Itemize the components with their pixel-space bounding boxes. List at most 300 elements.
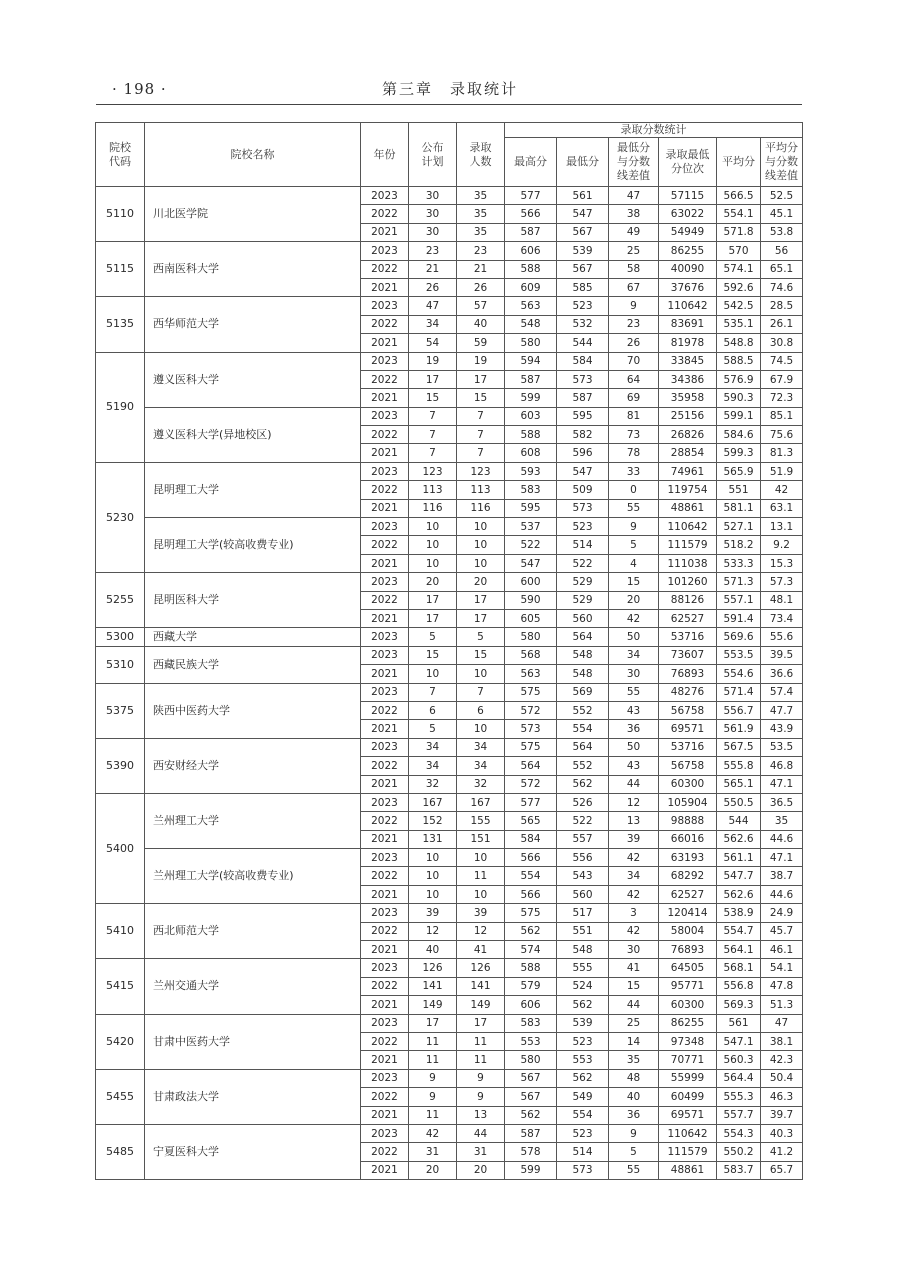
cell-min: 554 [557, 1106, 609, 1124]
cell-plan: 32 [409, 775, 457, 793]
cell-admitted: 6 [457, 701, 505, 719]
cell-avg-diff: 53.8 [761, 223, 803, 241]
school-code: 5135 [96, 297, 145, 352]
cell-min-diff: 15 [609, 977, 659, 995]
chapter-title: 第三章 录取统计 [381, 80, 518, 98]
school-name: 川北医学院 [145, 187, 361, 242]
cell-min-rank: 26826 [659, 426, 717, 444]
header-plan: 公布计划 [409, 123, 457, 187]
table-row [96, 297, 803, 315]
header-code: 院校代码 [96, 123, 145, 187]
cell-min: 567 [557, 223, 609, 241]
table-row [96, 646, 803, 664]
cell-avg: 584.6 [717, 426, 761, 444]
cell-min-diff: 42 [609, 885, 659, 903]
school-name: 遵义医科大学 [145, 352, 361, 407]
school-code: 5110 [96, 187, 145, 242]
cell-max: 580 [505, 334, 557, 352]
cell-min-diff: 67 [609, 278, 659, 296]
school-name: 宁夏医科大学 [145, 1124, 361, 1179]
cell-plan: 26 [409, 278, 457, 296]
school-name: 陕西中医药大学 [145, 683, 361, 738]
cell-max: 563 [505, 665, 557, 683]
cell-year: 2021 [361, 444, 409, 462]
cell-min-rank: 73607 [659, 646, 717, 664]
cell-avg: 562.6 [717, 830, 761, 848]
cell-min: 523 [557, 1032, 609, 1050]
cell-min: 587 [557, 389, 609, 407]
cell-max: 609 [505, 278, 557, 296]
cell-avg: 571.8 [717, 223, 761, 241]
school-code: 5415 [96, 959, 145, 1014]
school-name: 兰州交通大学 [145, 959, 361, 1014]
cell-year: 2021 [361, 389, 409, 407]
cell-max: 577 [505, 793, 557, 811]
cell-avg-diff: 13.1 [761, 518, 803, 536]
cell-min: 595 [557, 407, 609, 425]
school-name: 兰州理工大学(较高收费专业) [145, 849, 361, 904]
cell-max: 580 [505, 628, 557, 646]
page-number: · 198 · [112, 80, 167, 98]
cell-min-diff: 15 [609, 573, 659, 591]
cell-avg: 527.1 [717, 518, 761, 536]
cell-year: 2023 [361, 352, 409, 370]
cell-admitted: 10 [457, 665, 505, 683]
cell-avg-diff: 36.5 [761, 793, 803, 811]
cell-plan: 7 [409, 444, 457, 462]
cell-admitted: 10 [457, 554, 505, 572]
cell-min-diff: 55 [609, 499, 659, 517]
cell-min-diff: 33 [609, 462, 659, 480]
cell-max: 588 [505, 260, 557, 278]
cell-min: 552 [557, 701, 609, 719]
cell-plan: 17 [409, 591, 457, 609]
cell-max: 599 [505, 1161, 557, 1179]
cell-min-diff: 44 [609, 996, 659, 1014]
cell-plan: 12 [409, 922, 457, 940]
cell-admitted: 15 [457, 646, 505, 664]
cell-max: 548 [505, 315, 557, 333]
cell-plan: 167 [409, 793, 457, 811]
cell-max: 565 [505, 812, 557, 830]
cell-min-diff: 34 [609, 867, 659, 885]
table-row [96, 407, 803, 425]
cell-year: 2022 [361, 205, 409, 223]
cell-avg-diff: 85.1 [761, 407, 803, 425]
cell-admitted: 5 [457, 628, 505, 646]
cell-min-rank: 56758 [659, 701, 717, 719]
cell-min-rank: 86255 [659, 242, 717, 260]
cell-plan: 113 [409, 481, 457, 499]
cell-plan: 10 [409, 536, 457, 554]
cell-min-rank: 86255 [659, 1014, 717, 1032]
school-name: 西华师范大学 [145, 297, 361, 352]
cell-avg: 557.7 [717, 1106, 761, 1124]
cell-min-rank: 63193 [659, 849, 717, 867]
cell-avg-diff: 65.7 [761, 1161, 803, 1179]
cell-year: 2023 [361, 187, 409, 205]
cell-year: 2023 [361, 904, 409, 922]
cell-min: 557 [557, 830, 609, 848]
cell-avg-diff: 38.1 [761, 1032, 803, 1050]
cell-min: 549 [557, 1088, 609, 1106]
cell-year: 2021 [361, 941, 409, 959]
table-row [96, 1069, 803, 1087]
school-name: 西藏民族大学 [145, 646, 361, 683]
cell-min-rank: 105904 [659, 793, 717, 811]
cell-min-diff: 50 [609, 628, 659, 646]
cell-max: 587 [505, 223, 557, 241]
cell-avg: 571.3 [717, 573, 761, 591]
cell-min-rank: 48861 [659, 499, 717, 517]
cell-min: 544 [557, 334, 609, 352]
cell-max: 578 [505, 1143, 557, 1161]
cell-avg: 538.9 [717, 904, 761, 922]
cell-avg: 518.2 [717, 536, 761, 554]
cell-avg-diff: 44.6 [761, 830, 803, 848]
cell-min: 547 [557, 462, 609, 480]
cell-admitted: 116 [457, 499, 505, 517]
cell-avg-diff: 65.1 [761, 260, 803, 278]
cell-admitted: 26 [457, 278, 505, 296]
cell-min-rank: 40090 [659, 260, 717, 278]
cell-admitted: 21 [457, 260, 505, 278]
cell-avg-diff: 47.7 [761, 701, 803, 719]
cell-min-rank: 58004 [659, 922, 717, 940]
cell-min: 523 [557, 297, 609, 315]
cell-avg: 550.2 [717, 1143, 761, 1161]
cell-plan: 10 [409, 849, 457, 867]
cell-max: 594 [505, 352, 557, 370]
cell-avg-diff: 47 [761, 1014, 803, 1032]
cell-admitted: 57 [457, 297, 505, 315]
cell-avg: 556.7 [717, 701, 761, 719]
cell-max: 583 [505, 481, 557, 499]
cell-admitted: 13 [457, 1106, 505, 1124]
cell-min: 555 [557, 959, 609, 977]
cell-year: 2023 [361, 462, 409, 480]
cell-min-diff: 49 [609, 223, 659, 241]
cell-min-rank: 63022 [659, 205, 717, 223]
cell-min: 514 [557, 536, 609, 554]
cell-max: 605 [505, 609, 557, 627]
cell-year: 2021 [361, 775, 409, 793]
cell-year: 2023 [361, 407, 409, 425]
cell-min-rank: 111579 [659, 536, 717, 554]
cell-min-rank: 60300 [659, 775, 717, 793]
cell-plan: 7 [409, 683, 457, 701]
cell-plan: 10 [409, 665, 457, 683]
cell-max: 579 [505, 977, 557, 995]
cell-min: 585 [557, 278, 609, 296]
cell-plan: 15 [409, 646, 457, 664]
cell-min: 573 [557, 1161, 609, 1179]
cell-year: 2023 [361, 1124, 409, 1142]
cell-min-diff: 5 [609, 1143, 659, 1161]
cell-max: 573 [505, 720, 557, 738]
cell-plan: 126 [409, 959, 457, 977]
cell-min: 543 [557, 867, 609, 885]
cell-plan: 30 [409, 205, 457, 223]
cell-max: 568 [505, 646, 557, 664]
cell-admitted: 20 [457, 1161, 505, 1179]
cell-min-diff: 4 [609, 554, 659, 572]
cell-year: 2023 [361, 1069, 409, 1087]
cell-plan: 30 [409, 223, 457, 241]
cell-admitted: 19 [457, 352, 505, 370]
cell-max: 567 [505, 1088, 557, 1106]
cell-plan: 7 [409, 407, 457, 425]
cell-min-diff: 55 [609, 683, 659, 701]
cell-plan: 39 [409, 904, 457, 922]
cell-min-diff: 73 [609, 426, 659, 444]
cell-min: 529 [557, 573, 609, 591]
cell-max: 587 [505, 1124, 557, 1142]
cell-min-diff: 36 [609, 720, 659, 738]
cell-min-diff: 55 [609, 1161, 659, 1179]
school-code: 5255 [96, 573, 145, 628]
cell-year: 2022 [361, 481, 409, 499]
table-row [96, 738, 803, 756]
cell-plan: 11 [409, 1051, 457, 1069]
school-name: 西安财经大学 [145, 738, 361, 793]
cell-avg-diff: 52.5 [761, 187, 803, 205]
school-code: 5410 [96, 904, 145, 959]
header-rule [96, 104, 802, 105]
school-name: 甘肃中医药大学 [145, 1014, 361, 1069]
cell-plan: 11 [409, 1032, 457, 1050]
cell-min-rank: 48276 [659, 683, 717, 701]
cell-min-rank: 81978 [659, 334, 717, 352]
cell-year: 2023 [361, 573, 409, 591]
cell-min-rank: 28854 [659, 444, 717, 462]
cell-min: 548 [557, 941, 609, 959]
cell-avg-diff: 74.6 [761, 278, 803, 296]
cell-avg: 565.1 [717, 775, 761, 793]
cell-year: 2022 [361, 370, 409, 388]
cell-avg-diff: 43.9 [761, 720, 803, 738]
cell-year: 2021 [361, 665, 409, 683]
cell-min: 556 [557, 849, 609, 867]
cell-min: 539 [557, 242, 609, 260]
cell-min-rank: 120414 [659, 904, 717, 922]
cell-year: 2022 [361, 426, 409, 444]
cell-avg-diff: 57.4 [761, 683, 803, 701]
school-code: 5115 [96, 242, 145, 297]
cell-avg: 544 [717, 812, 761, 830]
cell-max: 562 [505, 1106, 557, 1124]
cell-year: 2023 [361, 297, 409, 315]
cell-min-rank: 57115 [659, 187, 717, 205]
cell-max: 588 [505, 426, 557, 444]
cell-avg: 547.1 [717, 1032, 761, 1050]
cell-min-rank: 48861 [659, 1161, 717, 1179]
cell-avg: 550.5 [717, 793, 761, 811]
cell-avg-diff: 46.1 [761, 941, 803, 959]
cell-avg-diff: 81.3 [761, 444, 803, 462]
school-name: 昆明理工大学(较高收费专业) [145, 518, 361, 573]
cell-year: 2022 [361, 867, 409, 885]
cell-admitted: 41 [457, 941, 505, 959]
cell-avg: 547.7 [717, 867, 761, 885]
cell-avg: 554.1 [717, 205, 761, 223]
cell-avg: 564.1 [717, 941, 761, 959]
cell-min: 562 [557, 996, 609, 1014]
cell-admitted: 17 [457, 609, 505, 627]
cell-min-diff: 13 [609, 812, 659, 830]
cell-plan: 141 [409, 977, 457, 995]
cell-admitted: 7 [457, 444, 505, 462]
cell-min-diff: 38 [609, 205, 659, 223]
cell-min-rank: 95771 [659, 977, 717, 995]
cell-plan: 17 [409, 370, 457, 388]
cell-plan: 21 [409, 260, 457, 278]
cell-avg: 581.1 [717, 499, 761, 517]
cell-avg-diff: 42 [761, 481, 803, 499]
cell-year: 2021 [361, 223, 409, 241]
cell-plan: 9 [409, 1069, 457, 1087]
cell-avg-diff: 54.1 [761, 959, 803, 977]
cell-plan: 152 [409, 812, 457, 830]
cell-min: 567 [557, 260, 609, 278]
cell-admitted: 40 [457, 315, 505, 333]
cell-avg-diff: 45.7 [761, 922, 803, 940]
cell-max: 575 [505, 904, 557, 922]
cell-admitted: 149 [457, 996, 505, 1014]
cell-min: 584 [557, 352, 609, 370]
cell-admitted: 141 [457, 977, 505, 995]
school-code: 5310 [96, 646, 145, 683]
header-max: 最高分 [505, 138, 557, 187]
cell-min-diff: 30 [609, 665, 659, 683]
cell-year: 2022 [361, 701, 409, 719]
cell-avg: 561.9 [717, 720, 761, 738]
cell-min: 553 [557, 1051, 609, 1069]
cell-min: 524 [557, 977, 609, 995]
cell-admitted: 10 [457, 849, 505, 867]
cell-max: 593 [505, 462, 557, 480]
school-name: 西北师范大学 [145, 904, 361, 959]
cell-min: 564 [557, 628, 609, 646]
cell-min-diff: 12 [609, 793, 659, 811]
cell-min-rank: 111038 [659, 554, 717, 572]
cell-plan: 40 [409, 941, 457, 959]
cell-min-diff: 42 [609, 609, 659, 627]
cell-avg: 555.8 [717, 757, 761, 775]
cell-min-diff: 64 [609, 370, 659, 388]
cell-max: 572 [505, 775, 557, 793]
cell-max: 580 [505, 1051, 557, 1069]
cell-year: 2023 [361, 793, 409, 811]
cell-min-diff: 9 [609, 1124, 659, 1142]
cell-avg-diff: 24.9 [761, 904, 803, 922]
cell-year: 2023 [361, 683, 409, 701]
cell-avg-diff: 30.8 [761, 334, 803, 352]
cell-max: 600 [505, 573, 557, 591]
cell-year: 2022 [361, 812, 409, 830]
cell-min: 562 [557, 1069, 609, 1087]
cell-admitted: 113 [457, 481, 505, 499]
cell-max: 522 [505, 536, 557, 554]
cell-avg-diff: 47.1 [761, 849, 803, 867]
cell-min: 523 [557, 1124, 609, 1142]
cell-avg-diff: 39.5 [761, 646, 803, 664]
cell-avg-diff: 53.5 [761, 738, 803, 756]
cell-plan: 10 [409, 554, 457, 572]
cell-min-diff: 36 [609, 1106, 659, 1124]
cell-plan: 20 [409, 573, 457, 591]
cell-admitted: 35 [457, 187, 505, 205]
cell-avg: 571.4 [717, 683, 761, 701]
cell-min-diff: 41 [609, 959, 659, 977]
cell-min-rank: 110642 [659, 1124, 717, 1142]
cell-avg-diff: 28.5 [761, 297, 803, 315]
cell-max: 572 [505, 701, 557, 719]
cell-max: 603 [505, 407, 557, 425]
cell-min: 552 [557, 757, 609, 775]
cell-min-rank: 70771 [659, 1051, 717, 1069]
table-row [96, 518, 803, 536]
cell-min-diff: 42 [609, 849, 659, 867]
cell-min-rank: 25156 [659, 407, 717, 425]
cell-min: 517 [557, 904, 609, 922]
header-avg-diff: 平均分与分数线差值 [761, 138, 803, 187]
cell-min-rank: 35958 [659, 389, 717, 407]
cell-min: 539 [557, 1014, 609, 1032]
cell-max: 606 [505, 242, 557, 260]
cell-avg-diff: 46.8 [761, 757, 803, 775]
cell-min-rank: 54949 [659, 223, 717, 241]
cell-plan: 34 [409, 315, 457, 333]
cell-avg: 568.1 [717, 959, 761, 977]
cell-avg-diff: 38.7 [761, 867, 803, 885]
cell-avg: 588.5 [717, 352, 761, 370]
cell-plan: 123 [409, 462, 457, 480]
school-name: 昆明理工大学 [145, 462, 361, 517]
cell-avg: 569.6 [717, 628, 761, 646]
cell-min-diff: 0 [609, 481, 659, 499]
cell-plan: 11 [409, 1106, 457, 1124]
cell-admitted: 167 [457, 793, 505, 811]
cell-admitted: 34 [457, 738, 505, 756]
cell-year: 2022 [361, 536, 409, 554]
cell-admitted: 23 [457, 242, 505, 260]
cell-admitted: 31 [457, 1143, 505, 1161]
cell-min-rank: 69571 [659, 720, 717, 738]
cell-avg: 555.3 [717, 1088, 761, 1106]
cell-max: 575 [505, 683, 557, 701]
school-name: 西南医科大学 [145, 242, 361, 297]
cell-min-rank: 83691 [659, 315, 717, 333]
cell-avg-diff: 26.1 [761, 315, 803, 333]
cell-avg: 554.7 [717, 922, 761, 940]
cell-min: 522 [557, 812, 609, 830]
cell-min-diff: 40 [609, 1088, 659, 1106]
cell-min: 573 [557, 370, 609, 388]
cell-max: 567 [505, 1069, 557, 1087]
table-row [96, 1014, 803, 1032]
table-row [96, 1124, 803, 1142]
cell-min: 526 [557, 793, 609, 811]
cell-min-diff: 48 [609, 1069, 659, 1087]
school-code: 5300 [96, 628, 145, 646]
table-row [96, 573, 803, 591]
cell-min-diff: 23 [609, 315, 659, 333]
cell-min-rank: 68292 [659, 867, 717, 885]
cell-min-rank: 37676 [659, 278, 717, 296]
cell-admitted: 44 [457, 1124, 505, 1142]
cell-avg-diff: 50.4 [761, 1069, 803, 1087]
